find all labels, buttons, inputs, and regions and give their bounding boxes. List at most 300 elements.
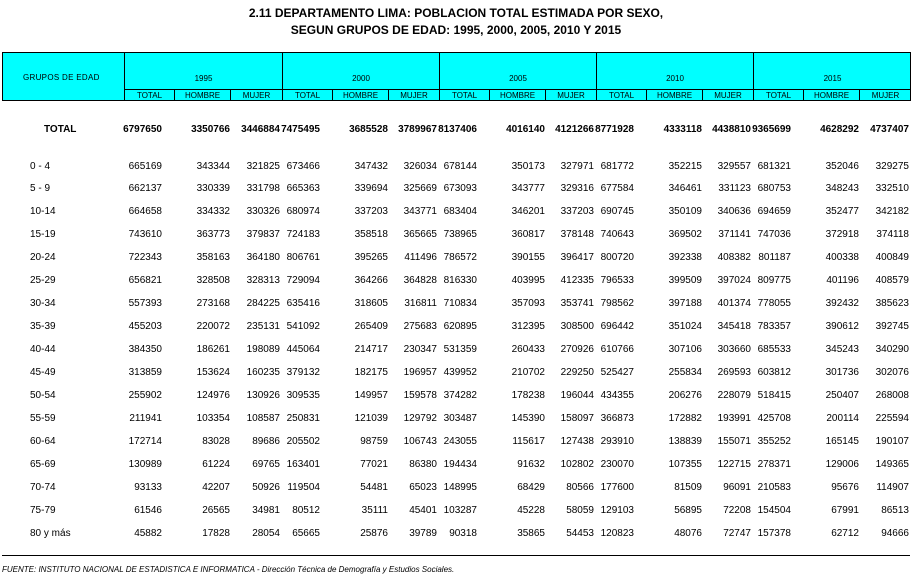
header-sub-hombre: HOMBRE xyxy=(803,89,859,101)
table-cell: 129006 xyxy=(825,459,859,470)
table-cell: 130989 xyxy=(128,459,162,470)
table-cell: 155071 xyxy=(717,436,751,447)
table-cell: 401196 xyxy=(826,275,859,286)
row-label: 0 - 4 xyxy=(30,161,51,172)
table-cell: 411496 xyxy=(404,252,437,263)
table-cell: 65665 xyxy=(292,528,320,539)
table-cell: 798562 xyxy=(600,298,634,309)
table-cell: 307106 xyxy=(668,344,702,355)
table-cell: 379132 xyxy=(286,367,320,378)
table-cell: 301736 xyxy=(825,367,859,378)
table-cell: 190107 xyxy=(875,436,909,447)
table-cell: 72208 xyxy=(723,505,751,516)
table-cell: 690745 xyxy=(600,206,634,217)
table-cell: 205502 xyxy=(286,436,320,447)
table-cell: 196044 xyxy=(560,390,594,401)
header-sub-mujer: MUJER xyxy=(230,89,282,101)
table-cell: 160235 xyxy=(246,367,280,378)
table-cell: 809775 xyxy=(757,275,791,286)
table-cell: 678144 xyxy=(443,161,477,172)
table-row xyxy=(0,389,912,403)
table-cell: 738965 xyxy=(443,229,477,240)
table-cell: 331798 xyxy=(246,183,280,194)
table-cell: 265409 xyxy=(354,321,388,332)
table-cell: 81509 xyxy=(674,482,702,493)
table-cell: 250831 xyxy=(286,413,320,424)
table-cell: 106743 xyxy=(403,436,437,447)
table-cell: 273168 xyxy=(196,298,230,309)
table-cell: 165145 xyxy=(825,436,859,447)
table-row xyxy=(0,458,912,472)
table-cell: 783357 xyxy=(757,321,791,332)
table-cell: 6797650 xyxy=(123,124,162,135)
table-cell: 124976 xyxy=(196,390,230,401)
table-row xyxy=(0,435,912,449)
table-cell: 96091 xyxy=(723,482,751,493)
table-cell: 656821 xyxy=(128,275,162,286)
table-row xyxy=(0,228,912,242)
table-cell: 3685528 xyxy=(349,124,388,135)
table-cell: 122715 xyxy=(717,459,751,470)
table-row xyxy=(0,481,912,495)
table-cell: 93133 xyxy=(134,482,162,493)
table-cell: 374282 xyxy=(443,390,477,401)
table-cell: 86513 xyxy=(881,505,909,516)
table-cell: 743610 xyxy=(128,229,162,240)
table-cell: 365665 xyxy=(403,229,437,240)
header-right-border xyxy=(910,52,911,101)
table-cell: 154504 xyxy=(757,505,791,516)
table-cell: 45882 xyxy=(134,528,162,539)
table-cell: 312395 xyxy=(511,321,545,332)
table-cell: 346201 xyxy=(511,206,545,217)
table-cell: 157378 xyxy=(757,528,791,539)
header-year-label: 1995 xyxy=(194,74,213,83)
header-year-label: 2015 xyxy=(823,74,842,83)
table-cell: 696442 xyxy=(600,321,634,332)
table-cell: 178238 xyxy=(511,390,545,401)
header-sub-total: TOTAL xyxy=(439,89,489,101)
header-year-label: 2005 xyxy=(509,74,527,83)
table-cell: 34981 xyxy=(252,505,280,516)
table-row xyxy=(0,205,912,219)
table-cell: 334332 xyxy=(196,206,230,217)
header-sub-hombre: HOMBRE xyxy=(646,89,702,101)
table-cell: 665169 xyxy=(128,161,162,172)
table-cell: 103354 xyxy=(196,413,230,424)
header-sub-hombre: HOMBRE xyxy=(174,89,230,101)
table-cell: 358518 xyxy=(354,229,388,240)
table-cell: 58059 xyxy=(566,505,594,516)
table-cell: 95676 xyxy=(831,482,859,493)
table-cell: 69765 xyxy=(252,459,280,470)
header-sub-total: TOTAL xyxy=(282,89,332,101)
row-label: TOTAL xyxy=(44,124,77,135)
table-cell: 439952 xyxy=(443,367,477,378)
table-cell: 724183 xyxy=(286,229,320,240)
header-year-label: 2010 xyxy=(666,74,684,83)
table-cell: 337203 xyxy=(354,206,388,217)
table-cell: 62712 xyxy=(831,528,859,539)
table-cell: 329275 xyxy=(875,161,909,172)
table-cell: 130926 xyxy=(246,390,280,401)
table-cell: 673093 xyxy=(443,183,477,194)
table-cell: 326034 xyxy=(403,161,437,172)
table-cell: 662137 xyxy=(128,183,162,194)
table-cell: 243055 xyxy=(443,436,477,447)
table-cell: 4121266 xyxy=(555,124,594,135)
table-cell: 163401 xyxy=(286,459,320,470)
table-cell: 284225 xyxy=(246,298,280,309)
table-cell: 309535 xyxy=(286,390,320,401)
table-cell: 210702 xyxy=(511,367,545,378)
row-label: 50-54 xyxy=(30,390,56,401)
table-cell: 35111 xyxy=(361,505,388,516)
row-label: 5 - 9 xyxy=(30,183,51,194)
table-cell: 348243 xyxy=(825,183,859,194)
table-cell: 198089 xyxy=(246,344,280,355)
table-cell: 26565 xyxy=(202,505,230,516)
table-cell: 4628292 xyxy=(820,124,859,135)
footer-rule xyxy=(2,555,910,556)
row-label: 35-39 xyxy=(30,321,56,332)
table-cell: 200114 xyxy=(826,413,859,424)
table-cell: 114907 xyxy=(876,482,909,493)
table-cell: 148995 xyxy=(443,482,477,493)
table-cell: 408579 xyxy=(875,275,909,286)
table-cell: 45401 xyxy=(409,505,437,516)
table-cell: 275683 xyxy=(403,321,437,332)
table-cell: 384350 xyxy=(128,344,162,355)
table-cell: 340636 xyxy=(717,206,751,217)
table-cell: 4438810 xyxy=(712,124,751,135)
table-cell: 250407 xyxy=(825,390,859,401)
table-cell: 255834 xyxy=(668,367,702,378)
table-cell: 399509 xyxy=(668,275,702,286)
table-cell: 7475495 xyxy=(281,124,320,135)
table-cell: 103287 xyxy=(443,505,477,516)
table-cell: 129792 xyxy=(403,413,437,424)
table-cell: 3350766 xyxy=(191,124,230,135)
table-cell: 400338 xyxy=(825,252,859,263)
table-cell: 229250 xyxy=(560,367,594,378)
header-sub-mujer: MUJER xyxy=(702,89,753,101)
table-row xyxy=(0,527,912,541)
table-cell: 210583 xyxy=(757,482,791,493)
header-bottom-border xyxy=(2,100,911,101)
table-cell: 372918 xyxy=(825,229,859,240)
table-cell: 355252 xyxy=(757,436,791,447)
table-cell: 120823 xyxy=(600,528,634,539)
table-cell: 353741 xyxy=(560,298,594,309)
table-cell: 328313 xyxy=(246,275,280,286)
table-row xyxy=(0,366,912,380)
table-cell: 4737407 xyxy=(870,124,909,135)
table-cell: 397188 xyxy=(668,298,702,309)
table-cell: 557393 xyxy=(128,298,162,309)
table-row xyxy=(0,182,912,196)
table-cell: 806761 xyxy=(286,252,320,263)
table-cell: 4016140 xyxy=(506,124,545,135)
table-cell: 94666 xyxy=(881,528,909,539)
table-cell: 303660 xyxy=(717,344,751,355)
table-cell: 390612 xyxy=(825,321,859,332)
table-cell: 816330 xyxy=(443,275,477,286)
table-cell: 108587 xyxy=(246,413,280,424)
row-label: 40-44 xyxy=(30,344,56,355)
table-cell: 293910 xyxy=(600,436,634,447)
table-cell: 68429 xyxy=(517,482,545,493)
table-cell: 35865 xyxy=(517,528,545,539)
table-cell: 351024 xyxy=(668,321,702,332)
table-row xyxy=(0,251,912,265)
table-cell: 350173 xyxy=(511,161,545,172)
table-cell: 327971 xyxy=(560,161,594,172)
table-cell: 518415 xyxy=(757,390,791,401)
table-cell: 268008 xyxy=(875,390,909,401)
table-cell: 17828 xyxy=(202,528,230,539)
table-cell: 425708 xyxy=(757,413,791,424)
table-cell: 343344 xyxy=(196,161,230,172)
table-cell: 352477 xyxy=(825,206,859,217)
table-cell: 4333118 xyxy=(663,124,702,135)
table-cell: 149957 xyxy=(354,390,388,401)
table-cell: 525427 xyxy=(600,367,634,378)
table-cell: 392338 xyxy=(668,252,702,263)
table-cell: 72747 xyxy=(723,528,751,539)
table-cell: 80566 xyxy=(566,482,594,493)
table-cell: 318605 xyxy=(354,298,388,309)
table-cell: 403995 xyxy=(511,275,545,286)
table-cell: 303487 xyxy=(443,413,477,424)
table-cell: 342182 xyxy=(875,206,909,217)
table-cell: 172714 xyxy=(128,436,162,447)
table-cell: 340290 xyxy=(875,344,909,355)
table-cell: 107355 xyxy=(668,459,702,470)
table-cell: 392432 xyxy=(825,298,859,309)
table-cell: 193991 xyxy=(717,413,751,424)
table-cell: 363773 xyxy=(196,229,230,240)
table-cell: 395265 xyxy=(354,252,388,263)
table-cell: 680974 xyxy=(286,206,320,217)
table-cell: 729094 xyxy=(286,275,320,286)
table-cell: 330339 xyxy=(196,183,230,194)
table-cell: 360817 xyxy=(511,229,545,240)
table-cell: 115617 xyxy=(512,436,545,447)
table-cell: 186261 xyxy=(196,344,230,355)
table-row xyxy=(0,297,912,311)
header-sub-total: TOTAL xyxy=(596,89,646,101)
table-cell: 313859 xyxy=(128,367,162,378)
table-cell: 610766 xyxy=(600,344,634,355)
table-cell: 260433 xyxy=(511,344,545,355)
table-cell: 206276 xyxy=(668,390,702,401)
table-cell: 364180 xyxy=(246,252,280,263)
table-cell: 129103 xyxy=(600,505,634,516)
row-label: 20-24 xyxy=(30,252,56,263)
table-cell: 145390 xyxy=(511,413,545,424)
header-groups-label: GRUPOS DE EDAD xyxy=(23,73,100,82)
table-cell: 401374 xyxy=(717,298,751,309)
table-cell: 278371 xyxy=(757,459,791,470)
table-cell: 786572 xyxy=(443,252,477,263)
table-cell: 385623 xyxy=(875,298,909,309)
table-cell: 369502 xyxy=(668,229,702,240)
table-cell: 61546 xyxy=(134,505,162,516)
table-cell: 331123 xyxy=(718,183,751,194)
table-cell: 28054 xyxy=(252,528,280,539)
table-cell: 102802 xyxy=(560,459,594,470)
row-label: 15-19 xyxy=(30,229,56,240)
table-cell: 680753 xyxy=(757,183,791,194)
table-cell: 339694 xyxy=(354,183,388,194)
table-cell: 357093 xyxy=(511,298,545,309)
table-cell: 337203 xyxy=(560,206,594,217)
table-cell: 67991 xyxy=(831,505,859,516)
table-cell: 228079 xyxy=(717,390,751,401)
table-cell: 364828 xyxy=(403,275,437,286)
table-title-line-1: 2.11 DEPARTAMENTO LIMA: POBLACION TOTAL ESTIMADA POR SEXO, xyxy=(248,6,664,20)
row-label: 55-59 xyxy=(30,413,56,424)
row-label: 45-49 xyxy=(30,367,56,378)
table-row xyxy=(0,320,912,334)
table-cell: 747036 xyxy=(757,229,791,240)
table-cell: 358163 xyxy=(196,252,230,263)
table-cell: 255902 xyxy=(128,390,162,401)
row-label: 25-29 xyxy=(30,275,56,286)
table-cell: 620895 xyxy=(443,321,477,332)
table-cell: 397024 xyxy=(717,275,751,286)
table-cell: 158097 xyxy=(560,413,594,424)
table-row xyxy=(0,160,912,174)
table-cell: 366873 xyxy=(600,413,634,424)
header-sub-total: TOTAL xyxy=(124,89,174,101)
table-cell: 65023 xyxy=(409,482,437,493)
table-cell: 531359 xyxy=(443,344,477,355)
table-cell: 9365699 xyxy=(752,124,791,135)
row-label: 75-79 xyxy=(30,505,56,516)
header-sub-hombre: HOMBRE xyxy=(332,89,388,101)
table-row xyxy=(0,274,912,288)
table-cell: 390155 xyxy=(511,252,545,263)
table-cell: 722343 xyxy=(128,252,162,263)
table-cell: 345243 xyxy=(825,344,859,355)
table-cell: 740643 xyxy=(600,229,634,240)
row-label: 70-74 xyxy=(30,482,56,493)
table-cell: 225594 xyxy=(875,413,909,424)
table-cell: 172882 xyxy=(668,413,702,424)
row-label: 65-69 xyxy=(30,459,56,470)
table-cell: 8137406 xyxy=(438,124,477,135)
row-label: 10-14 xyxy=(30,206,56,217)
table-cell: 408382 xyxy=(717,252,751,263)
row-label: 80 y más xyxy=(30,528,71,539)
table-cell: 316811 xyxy=(404,298,437,309)
header-sub-total: TOTAL xyxy=(753,89,803,101)
table-cell: 42207 xyxy=(202,482,230,493)
table-cell: 230347 xyxy=(403,344,437,355)
table-cell: 345418 xyxy=(717,321,751,332)
table-cell: 343777 xyxy=(511,183,545,194)
table-cell: 302076 xyxy=(875,367,909,378)
table-cell: 352215 xyxy=(668,161,702,172)
table-cell: 25876 xyxy=(360,528,388,539)
table-cell: 39789 xyxy=(409,528,437,539)
table-cell: 796533 xyxy=(600,275,634,286)
table-cell: 400849 xyxy=(875,252,909,263)
table-cell: 83028 xyxy=(202,436,230,447)
table-cell: 270926 xyxy=(560,344,594,355)
table-cell: 694659 xyxy=(757,206,791,217)
table-cell: 159578 xyxy=(403,390,437,401)
table-cell: 8771928 xyxy=(595,124,634,135)
table-cell: 61224 xyxy=(202,459,230,470)
table-cell: 230070 xyxy=(600,459,634,470)
header-sub-mujer: MUJER xyxy=(388,89,439,101)
table-cell: 98759 xyxy=(360,436,388,447)
table-cell: 685533 xyxy=(757,344,791,355)
table-cell: 352046 xyxy=(825,161,859,172)
table-cell: 89686 xyxy=(252,436,280,447)
table-cell: 127438 xyxy=(560,436,594,447)
table-cell: 194434 xyxy=(443,459,477,470)
table-cell: 325669 xyxy=(403,183,437,194)
header-year-label: 2000 xyxy=(352,74,370,83)
table-cell: 673466 xyxy=(286,161,320,172)
table-cell: 379837 xyxy=(246,229,280,240)
header-sub-mujer: MUJER xyxy=(545,89,596,101)
table-cell: 346461 xyxy=(668,183,702,194)
table-cell: 392745 xyxy=(875,321,909,332)
table-cell: 211941 xyxy=(129,413,162,424)
table-cell: 3789967 xyxy=(398,124,437,135)
table-cell: 350109 xyxy=(668,206,702,217)
table-cell: 3446884 xyxy=(241,124,280,135)
table-cell: 182175 xyxy=(354,367,388,378)
table-cell: 445064 xyxy=(286,344,320,355)
table-cell: 364266 xyxy=(354,275,388,286)
table-cell: 635416 xyxy=(286,298,320,309)
table-cell: 665363 xyxy=(286,183,320,194)
table-cell: 332510 xyxy=(875,183,909,194)
table-cell: 214717 xyxy=(354,344,388,355)
table-cell: 138839 xyxy=(668,436,702,447)
header-top-border xyxy=(2,52,911,53)
table-cell: 321825 xyxy=(246,161,280,172)
table-row xyxy=(0,412,912,426)
table-cell: 800720 xyxy=(600,252,634,263)
table-cell: 778055 xyxy=(757,298,791,309)
table-cell: 681321 xyxy=(757,161,791,172)
table-cell: 434355 xyxy=(600,390,634,401)
table-cell: 77021 xyxy=(360,459,388,470)
table-cell: 329557 xyxy=(717,161,751,172)
row-label: 30-34 xyxy=(30,298,56,309)
table-cell: 235131 xyxy=(246,321,280,332)
table-cell: 308500 xyxy=(560,321,594,332)
table-cell: 347432 xyxy=(354,161,388,172)
row-label: 60-64 xyxy=(30,436,56,447)
table-cell: 269593 xyxy=(717,367,751,378)
table-cell: 329316 xyxy=(560,183,594,194)
table-cell: 54481 xyxy=(360,482,388,493)
table-cell: 56895 xyxy=(674,505,702,516)
table-cell: 328508 xyxy=(196,275,230,286)
table-title-line-2: SEGUN GRUPOS DE EDAD: 1995, 2000, 2005, 2010 Y 2015 xyxy=(290,23,622,37)
total-row xyxy=(0,123,912,137)
table-cell: 91632 xyxy=(517,459,545,470)
table-cell: 153624 xyxy=(196,367,230,378)
